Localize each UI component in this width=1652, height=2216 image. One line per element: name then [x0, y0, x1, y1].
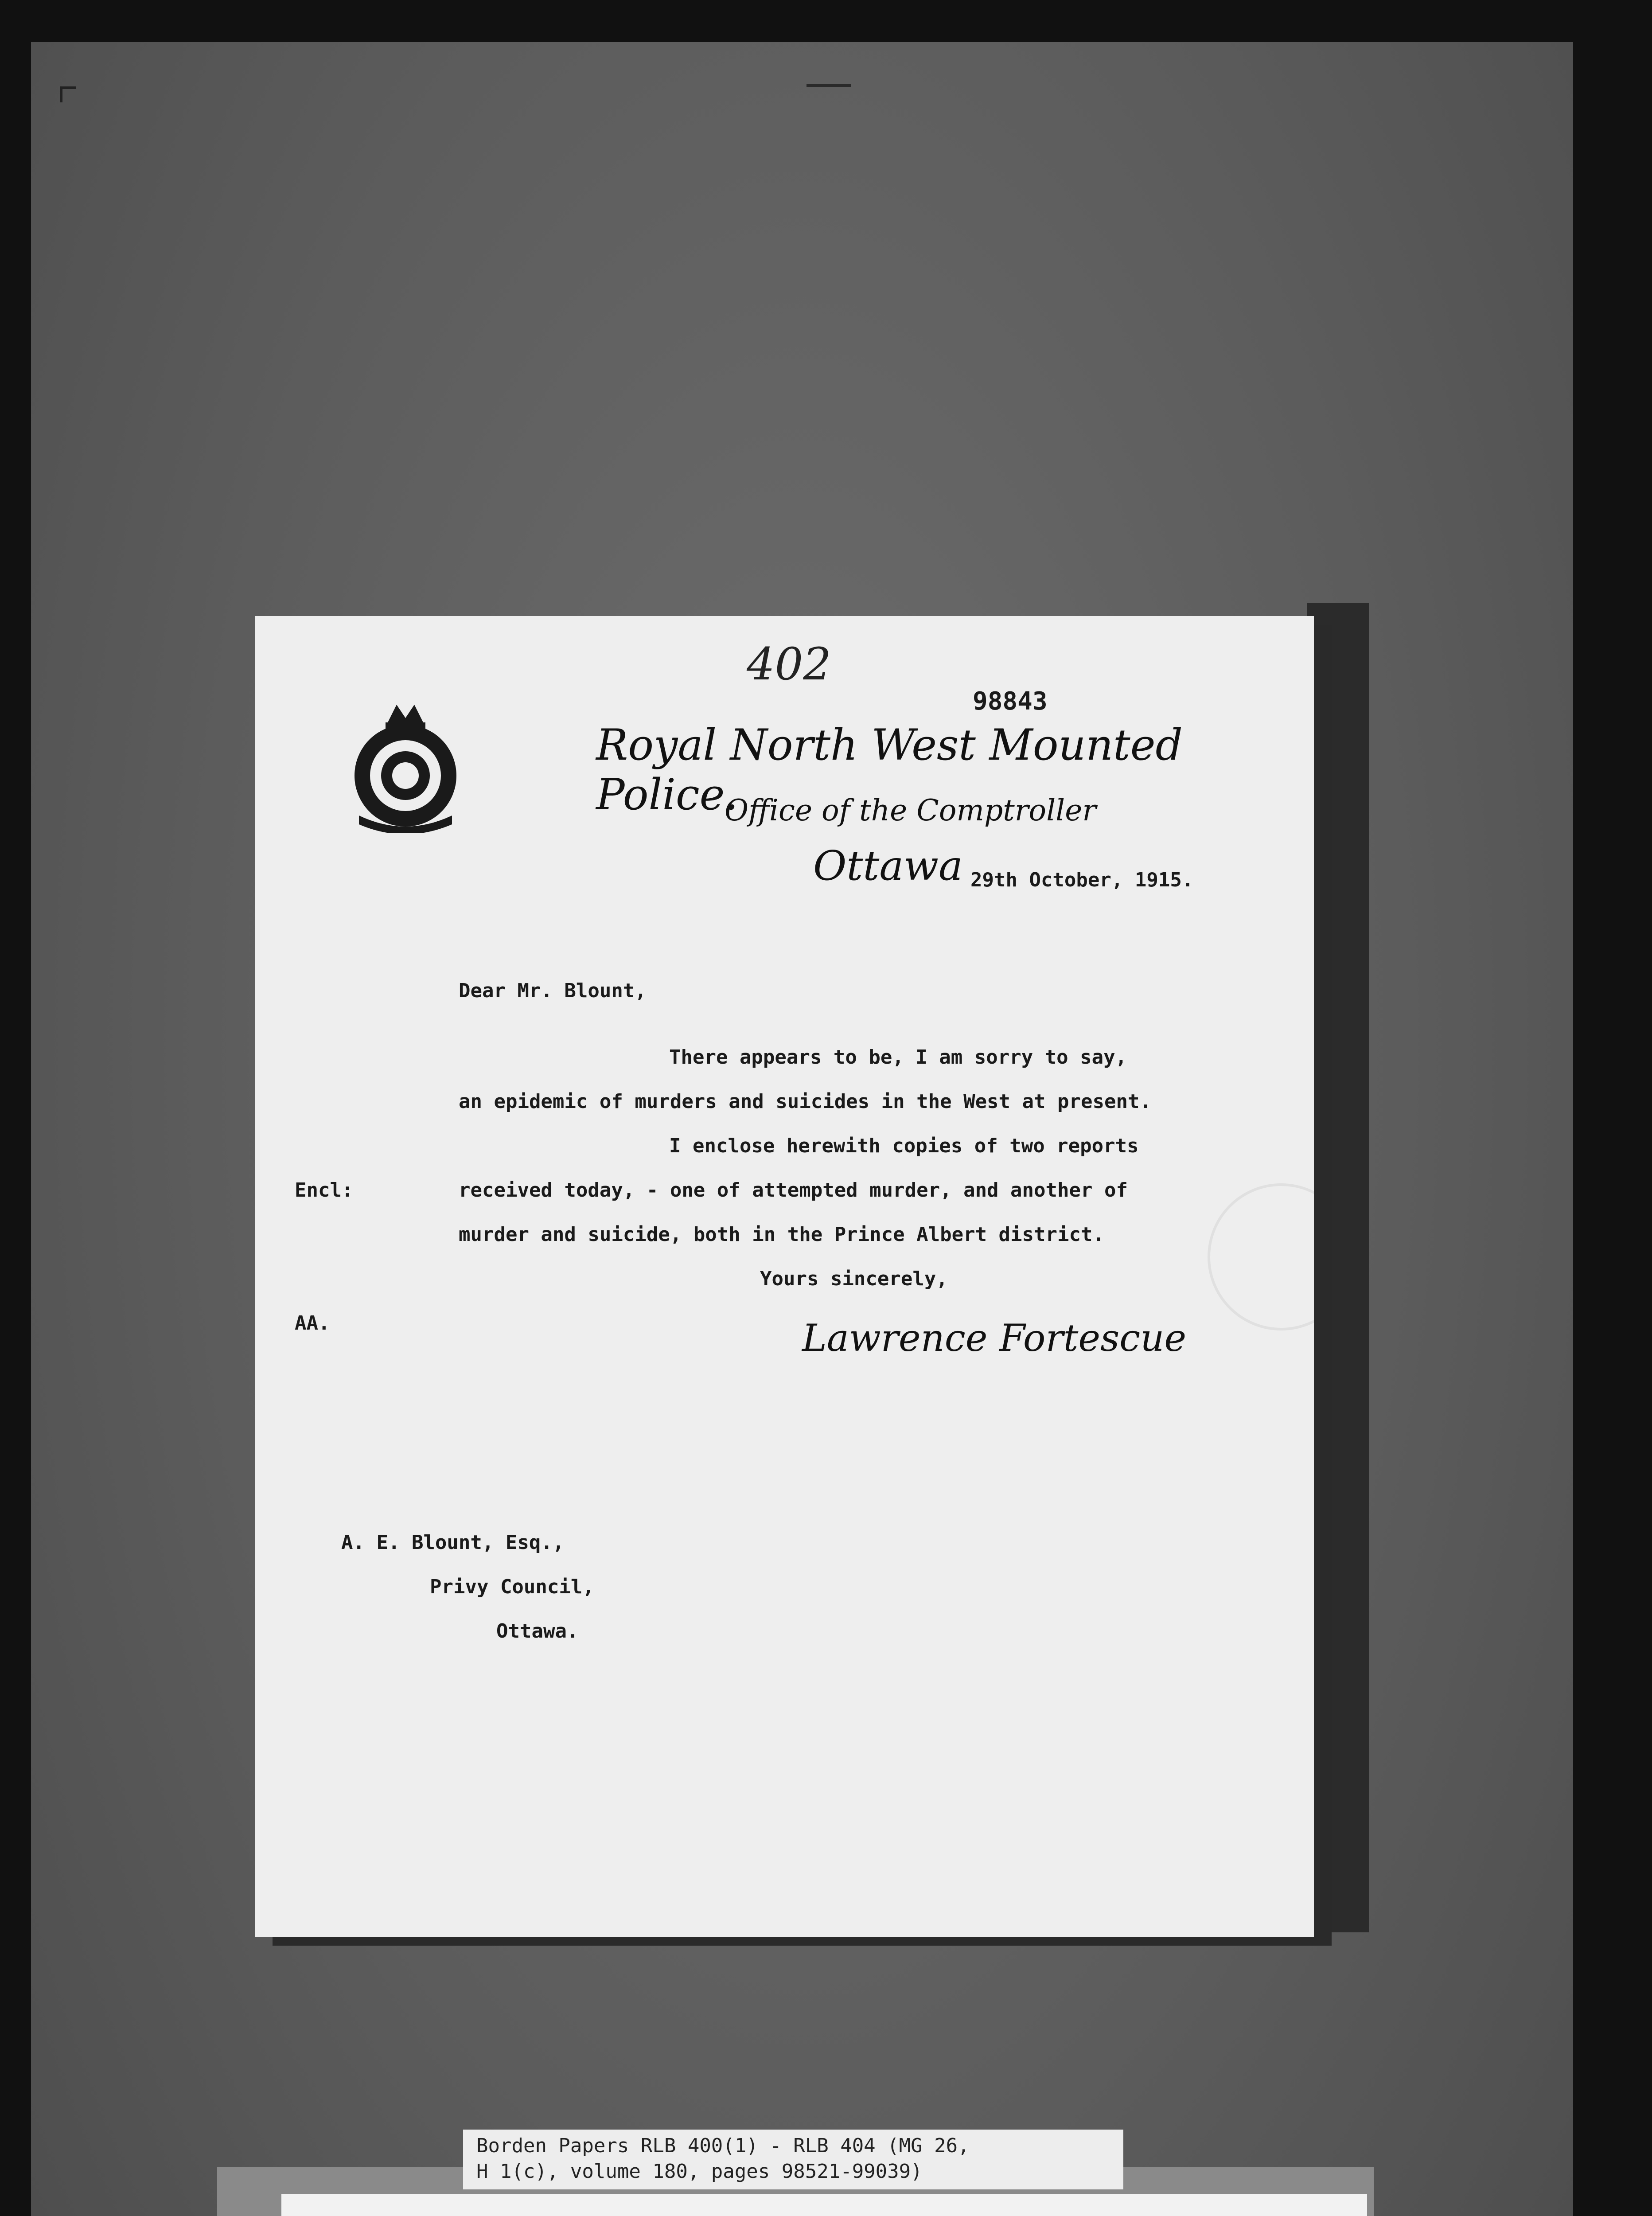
archive-card	[281, 2194, 1367, 2216]
letter-page	[255, 616, 1314, 1937]
paper-shadow	[1307, 603, 1369, 1932]
enclosure-label: Encl:	[295, 1179, 354, 1202]
embossed-seal	[1208, 1183, 1314, 1330]
signature: Lawrence Fortescue	[802, 1316, 1187, 1360]
body-line-4: received today, - one of attempted murder, and another of	[459, 1179, 1128, 1202]
body-line-1: There appears to be, I am sorry to say,	[669, 1046, 1127, 1069]
reference-line-2: H 1(c), volume 180, pages 98521-99039)	[476, 2160, 923, 2183]
address-line-2: Privy Council,	[430, 1576, 594, 1598]
address-line-3: Ottawa.	[496, 1620, 579, 1642]
body-line-5: murder and suicide, both in the Prince Albert district.	[459, 1223, 1104, 1246]
letterhead-city: Ottawa	[813, 842, 963, 890]
reference-label	[463, 2130, 1123, 2189]
corner-registration-mark	[60, 86, 76, 102]
typist-initials: AA.	[295, 1312, 330, 1334]
body-line-2: an epidemic of murders and suicides in the West at present.	[459, 1090, 1151, 1113]
police-crest-logo	[341, 691, 470, 833]
letterhead-title: Royal North West Mounted Police.	[596, 720, 1183, 819]
letter-date: 29th October, 1915.	[970, 869, 1194, 891]
closing: Yours sincerely,	[760, 1268, 948, 1290]
reference-line-1: Borden Papers RLB 400(1) - RLB 404 (MG 26,	[476, 2134, 970, 2157]
body-line-3: I enclose herewith copies of two reports	[669, 1135, 1139, 1157]
salutation: Dear Mr. Blount,	[459, 979, 647, 1002]
file-number: 98843	[973, 687, 1048, 716]
address-line-1: A. E. Blount, Esq.,	[341, 1531, 565, 1554]
pencil-page-number: 402	[747, 638, 831, 690]
registration-dash	[807, 84, 851, 87]
letterhead-office: Office of the Comptroller	[725, 793, 1096, 827]
